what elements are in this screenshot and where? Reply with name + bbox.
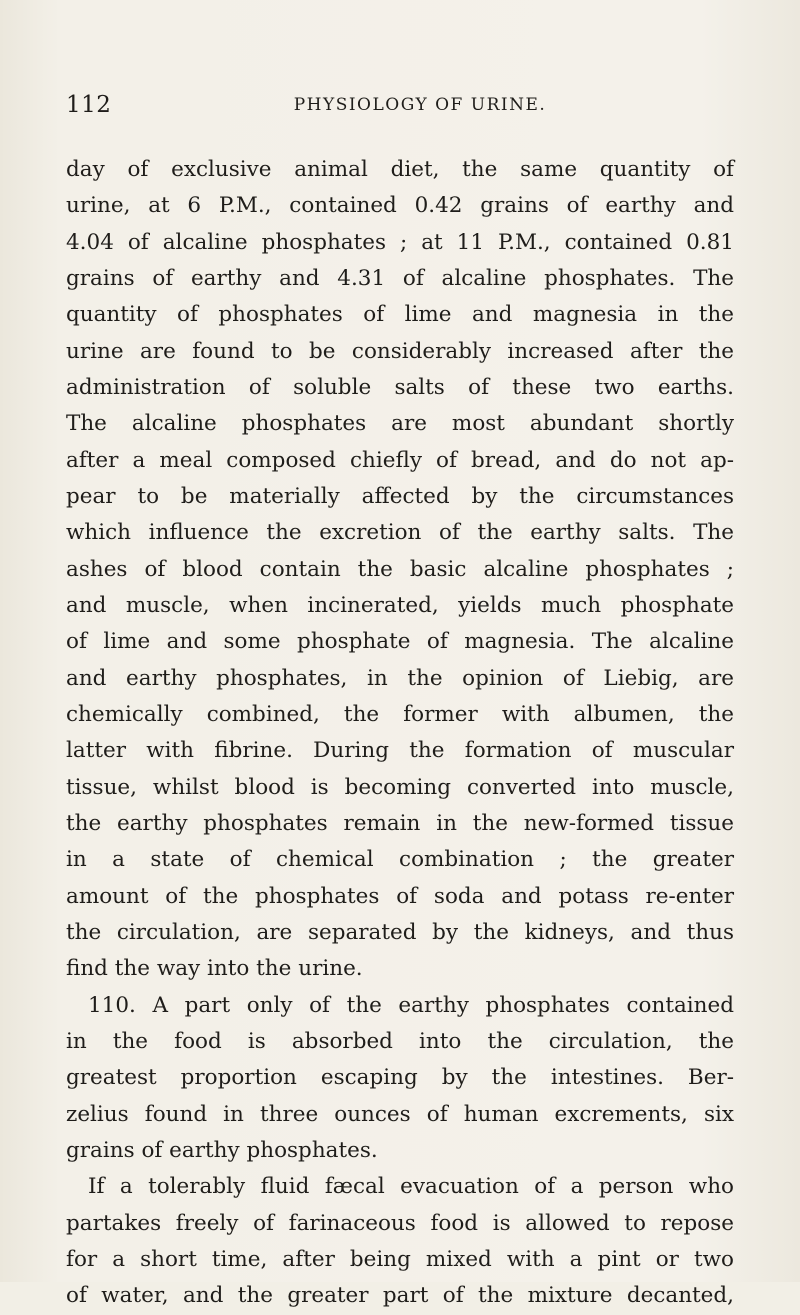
text-line: ashes of blood contain the basic alcaline phosphates ; xyxy=(66,556,734,582)
text-line: latter with fibrine. During the formation of muscular xyxy=(66,738,734,764)
text-line: the earthy phosphates remain in the new-formed tissue xyxy=(66,810,734,836)
text-line: administration of soluble salts of these two earths. xyxy=(66,374,734,400)
text-line: partakes freely of farinaceous food is allowed to repose xyxy=(66,1210,734,1236)
text-line: quantity of phosphates of lime and magnesia in the xyxy=(66,302,734,328)
text-line: chemically combined, the former with albumen, the xyxy=(66,701,734,727)
paragraph-end-line: find the way into the urine. xyxy=(66,956,363,982)
text-line: urine, at 6 P.M., contained 0.42 grains of earthy and xyxy=(66,193,734,219)
page-number: 112 xyxy=(66,92,112,118)
text-line: pear to be materially affected by the circumstances xyxy=(66,483,734,509)
body-text xyxy=(66,152,734,1315)
text-line: urine are found to be considerably increased after the xyxy=(66,338,734,364)
text-line: greatest proportion escaping by the intestines. Ber- xyxy=(66,1065,734,1091)
paragraph-start-line: If a tolerably fluid fæcal evacuation of a person who xyxy=(88,1174,734,1200)
running-head xyxy=(66,92,734,126)
text-line: for a short time, after being mixed with a pint or two xyxy=(66,1246,734,1272)
text-line: zelius found in three ounces of human excrements, six xyxy=(66,1101,734,1127)
text-line: which influence the excretion of the earthy salts. The xyxy=(66,520,734,546)
text-line: and earthy phosphates, in the opinion of Liebig, are xyxy=(66,665,734,691)
paragraph-end-line: grains of earthy phosphates. xyxy=(66,1137,378,1163)
text-line: amount of the phosphates of soda and potass re-enter xyxy=(66,883,734,909)
text-line: after a meal composed chiefly of bread, and do not ap- xyxy=(66,447,734,473)
text-line: day of exclusive animal diet, the same quantity of xyxy=(66,157,734,182)
text-line: the circulation, are separated by the kidneys, and thus xyxy=(66,919,734,945)
text-line: 4.04 of alcaline phosphates ; at 11 P.M., contained 0.81 xyxy=(66,229,734,255)
text-line: tissue, whilst blood is becoming converted into muscle, xyxy=(66,774,734,800)
running-title: PHYSIOLOGY OF URINE. xyxy=(293,95,547,115)
text-line: of lime and some phosphate of magnesia. The alcaline xyxy=(66,629,734,655)
text-line: The alcaline phosphates are most abundant shortly xyxy=(66,411,734,437)
text-line: and muscle, when incinerated, yields much phosphate xyxy=(66,592,734,618)
text-line: in the food is absorbed into the circulation, the xyxy=(66,1028,734,1054)
text-line: in a state of chemical combination ; the greater xyxy=(66,847,734,873)
paragraph-start-line: 110. A part only of the earthy phosphates contained xyxy=(88,992,734,1018)
text-line: of water, and the greater part of the mixture decanted, xyxy=(66,1283,734,1309)
text-line: grains of earthy and 4.31 of alcaline phosphates. The xyxy=(66,265,734,291)
